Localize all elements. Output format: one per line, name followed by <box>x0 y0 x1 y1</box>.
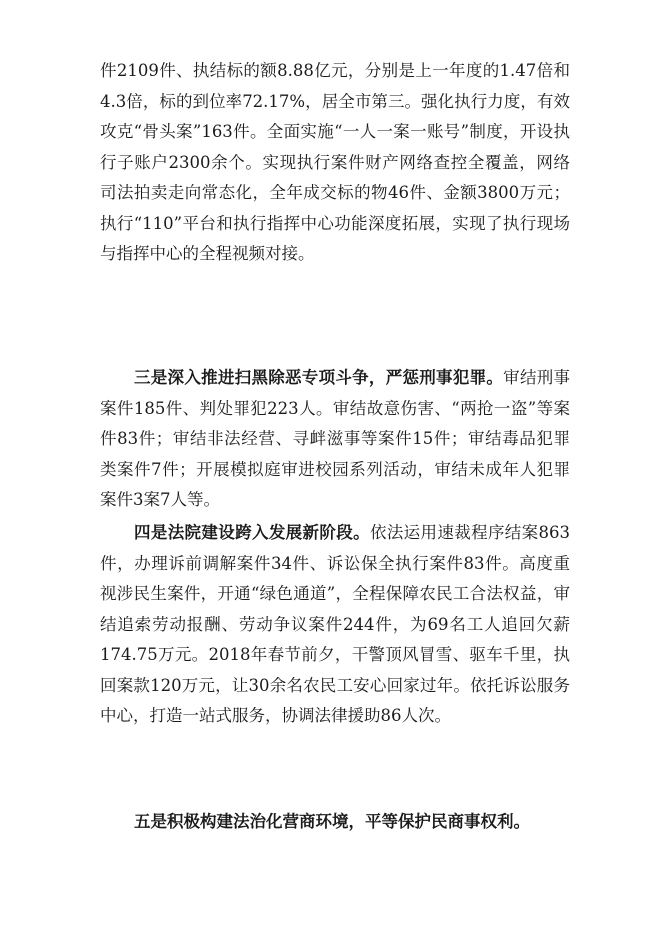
paragraph-lead: 四是法院建设跨入发展新阶段。 <box>134 523 370 542</box>
paragraph-body: 依法运用速裁程序结案863件，办理诉前调解案件34件、诉讼保全执行案件83件。高度重视涉民生案件，开通“绿色通道”，全程保障农民工合法权益，审结追索劳动报酬、劳动争议案件244件，为69名工人追回欠薪174.75万元。2018年春节前夕，干警顶风冒雪、驱车千里，执回案款120万元，让30余名农民工安心回家过年。依托诉讼服务中心，打造一站式服务，协调法律援助86人次。 <box>100 523 571 725</box>
paragraph-execution <box>100 56 570 270</box>
paragraph-body: 审结刑事案件185件、判处罪犯223人。审结故意伤害、“两抢一盗”等案件83件；审结非法经营、寻衅滋事等案件15件；审结毒品犯罪类案件7件；开展模拟庭审进校园系列活动，审结未成年人犯罪案件3案7人等。 <box>100 368 571 509</box>
paragraph-business-environment <box>100 807 570 838</box>
paragraph-court-construction <box>100 518 570 732</box>
paragraph-body: 件2109件、执结标的额8.88亿元，分别是上一年度的1.47倍和4.3倍，标的到位率72.17%，居全市第三。强化执行力度，有效攻克“骨头案”163件。全面实施“一人一案一账号”制度，开设执行子账户2300余个。实现执行案件财产网络查控全覆盖，网络司法拍卖走向常态化，全年成交标的物46件、金额3800万元；执行“110”平台和执行指挥中心功能深度拓展，实现了执行现场与指挥中心的全程视频对接。 <box>100 61 570 263</box>
paragraph-lead: 五是积极构建法治化营商环境，平等保护民商事权利。 <box>134 812 530 831</box>
paragraph-lead: 三是深入推进扫黑除恶专项斗争，严惩刑事犯罪。 <box>134 368 504 387</box>
paragraph-criminal <box>100 363 570 516</box>
